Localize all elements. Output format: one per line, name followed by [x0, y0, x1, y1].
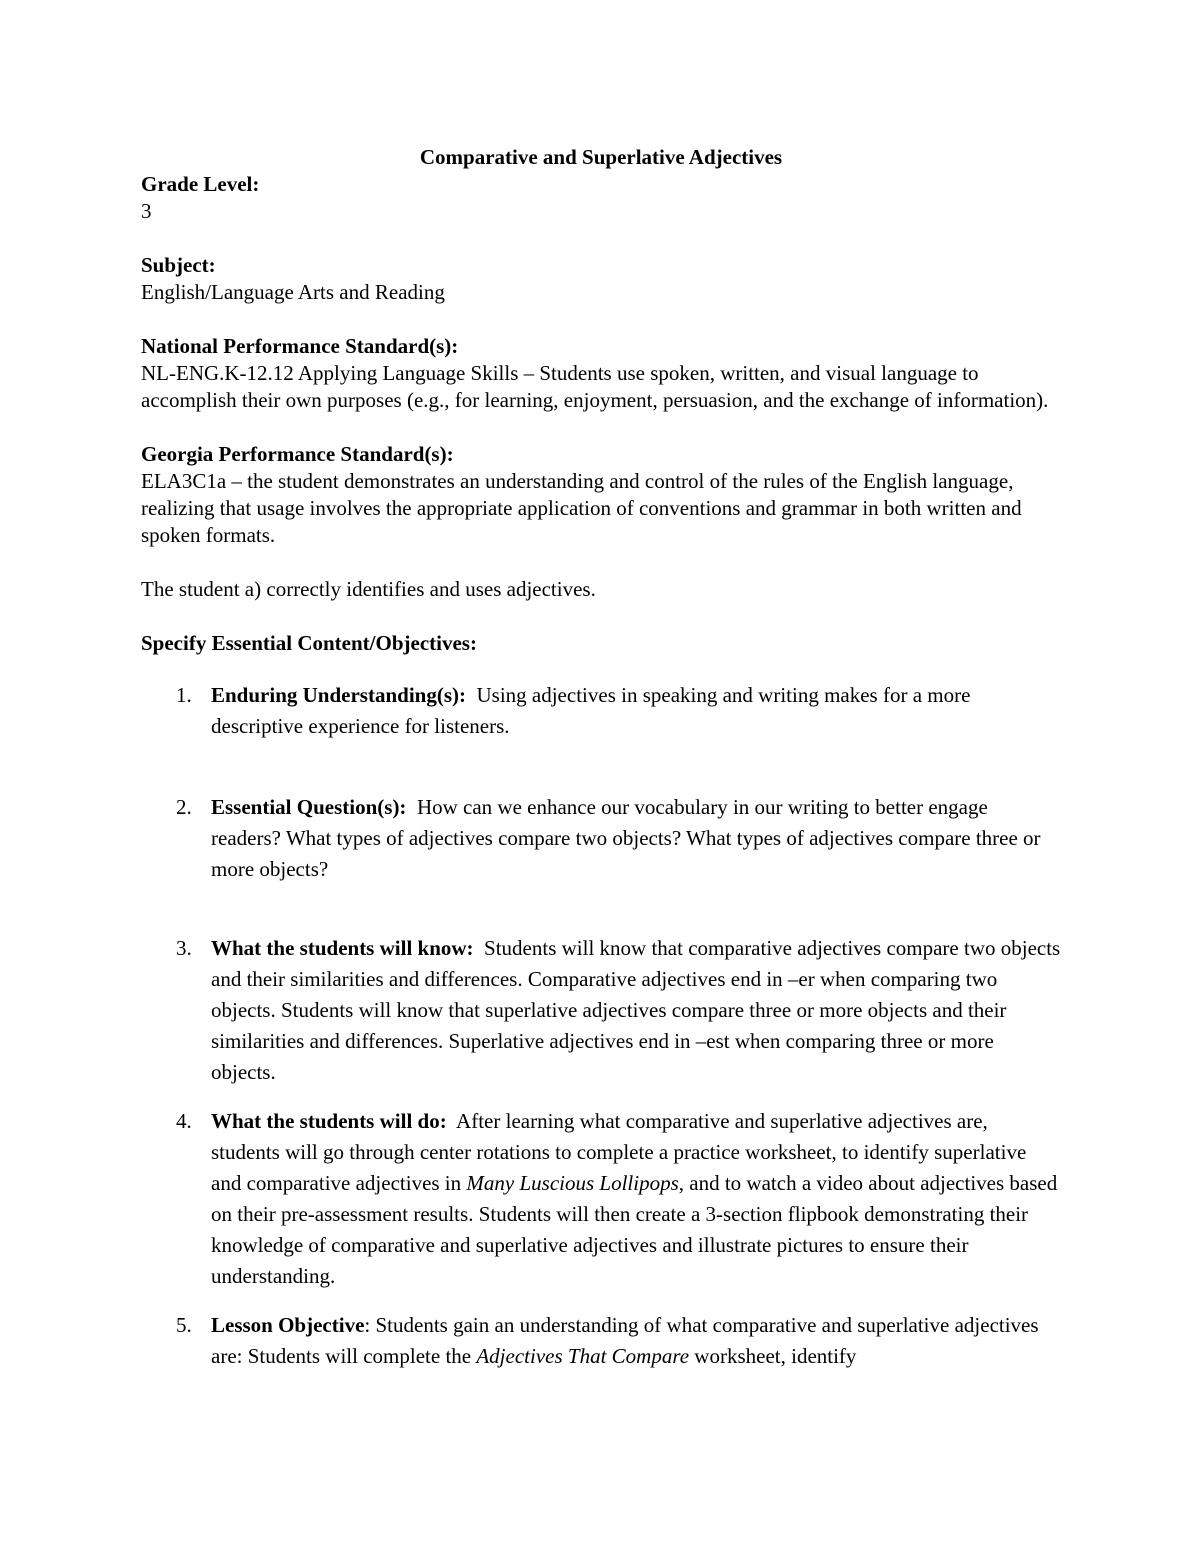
spacer [141, 657, 1061, 680]
objective-item [141, 1106, 1061, 1292]
subject-value: English/Language Arts and Reading [141, 280, 445, 304]
georgia-standard-text: ELA3C1a – the student demonstrates an understanding and control of the rules of the English language, realizing that usage involves the appropriate application of conventions and grammar in both written and spoken formats. [141, 469, 1022, 547]
grade-level-value: 3 [141, 199, 152, 223]
georgia-standard-label: Georgia Performance Standard(s): [141, 442, 454, 466]
objective-text: Students will know that comparative adjectives compare two objects and their similarities and differences. Comparative adjectives end in –er when comparing two objects. Students will know that superlative adjectives compare three or more objects and their similarities and differences. Superlative adjectives end in –est when comparing three or more objects. [211, 936, 1061, 1084]
objectives-label: Specify Essential Content/Objectives: [141, 631, 477, 655]
spacer [141, 1088, 1061, 1106]
worksheet-title: Adjectives That Compare [476, 1344, 690, 1368]
objective-term: Lesson Objective [211, 1313, 365, 1337]
spacer [141, 306, 1061, 333]
objectives-list [141, 680, 1061, 1372]
objective-item [141, 680, 1061, 742]
objective-text: How can we enhance our vocabulary in our writing to better engage readers? What types of adjectives compare two objects? What types of adjectives compare three or more objects? [211, 795, 1041, 881]
spacer [141, 549, 1061, 576]
objective-text-before: After learning what comparative and superlative adjectives are, students will go through center rotations to complete a practice worksheet, to identify superlative and comparative adjectives in [211, 1109, 1027, 1195]
objective-number: 5. [176, 1313, 192, 1337]
spacer [141, 225, 1061, 252]
objective-number: 1. [176, 683, 192, 707]
spacer [141, 414, 1061, 441]
book-title: Many Luscious Lollipops [466, 1171, 679, 1195]
objective-item [141, 933, 1061, 1088]
objective-term: Enduring Understanding(s): [211, 683, 466, 707]
document-content [141, 144, 1061, 1372]
objective-term-suffix: : [364, 1313, 371, 1337]
objective-text-after: , and to watch a video about adjectives based on their pre-assessment results. Students will then create a 3-section flipbook demonstrating their knowledge of comparative and superlative adjectives and illustrate pictures to ensure their understanding. [211, 1171, 1058, 1288]
subject-label: Subject: [141, 253, 216, 277]
spacer [141, 603, 1061, 630]
objective-text-before: Students gain an understanding of what comparative and superlative adjectives are: Students will complete the [211, 1313, 1039, 1368]
objective-number: 4. [176, 1109, 192, 1133]
objective-number: 2. [176, 795, 192, 819]
objective-term: What the students will do: [211, 1109, 447, 1133]
grade-level-label: Grade Level: [141, 172, 260, 196]
national-standard-label: National Performance Standard(s): [141, 334, 459, 358]
spacer [141, 1292, 1061, 1310]
objective-term: Essential Question(s): [211, 795, 407, 819]
objective-text-after: worksheet, identify [694, 1344, 857, 1368]
objective-item [141, 792, 1061, 885]
national-standard-text: NL-ENG.K-12.12 Applying Language Skills – Students use spoken, written, and visual language to accomplish their own purposes (e.g., for learning, enjoyment, persuasion, and the exchange of information). [141, 361, 1049, 412]
objective-text: Using adjectives in speaking and writing makes for a more descriptive experience for listeners. [211, 683, 971, 738]
objective-number: 3. [176, 936, 192, 960]
spacer [141, 885, 1061, 933]
objective-term: What the students will know: [211, 936, 474, 960]
spacer [141, 742, 1061, 792]
georgia-standard-note: The student a) correctly identifies and uses adjectives. [141, 577, 596, 601]
objective-item [141, 1310, 1061, 1372]
document-title: Comparative and Superlative Adjectives [419, 145, 783, 169]
